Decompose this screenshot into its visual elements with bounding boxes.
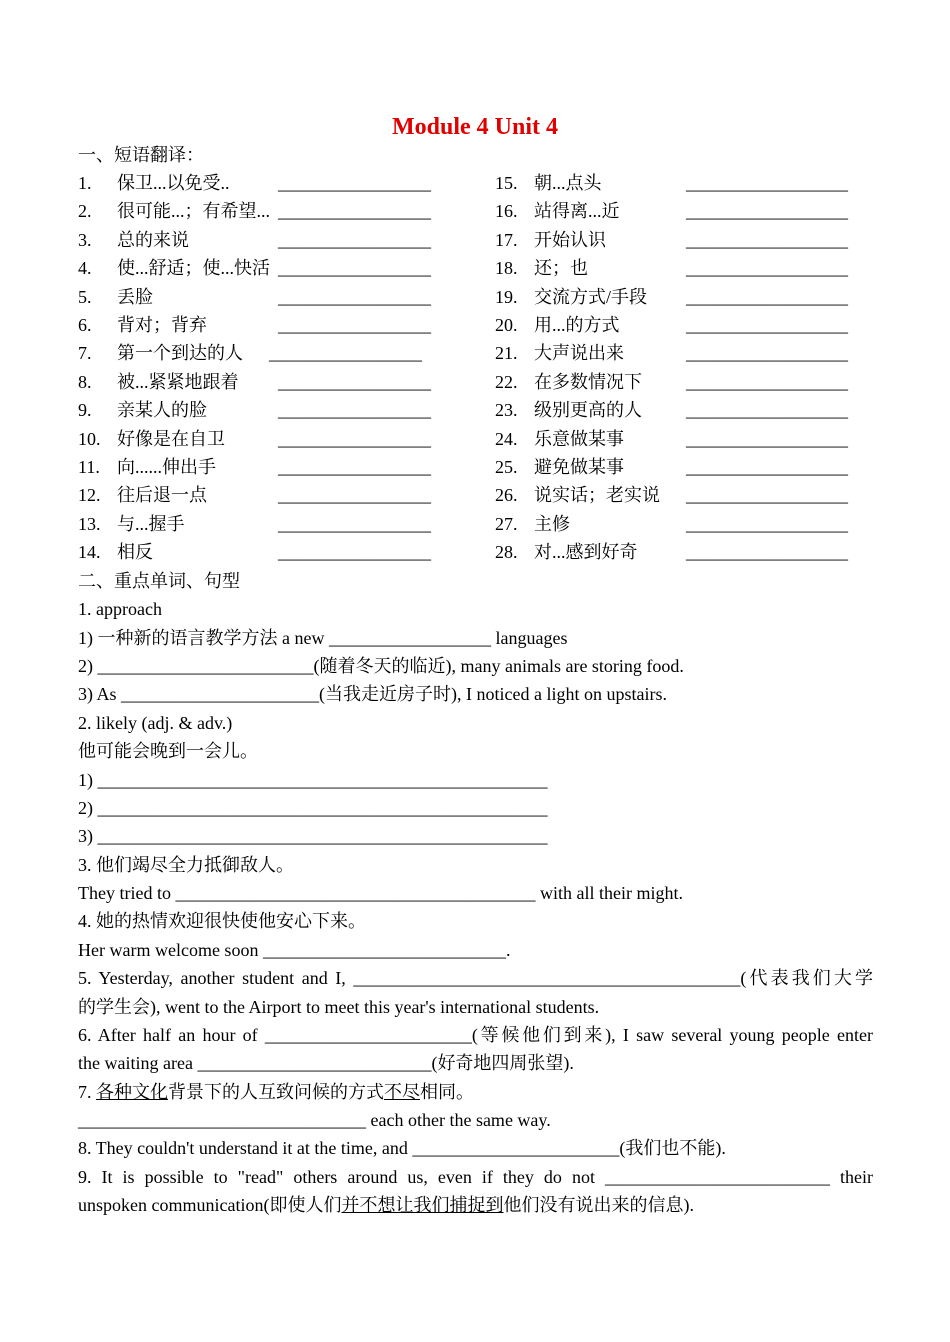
vocab-term: 还；也 (534, 258, 588, 279)
vocab-answer-blank[interactable]: _________________ (269, 343, 422, 364)
vocab-number: 3. (78, 229, 92, 250)
vocab-row (78, 425, 873, 453)
vocab-answer-blank[interactable]: _________________ (278, 428, 431, 449)
vocab-number: 15. (495, 173, 518, 193)
vocab-answer-blank[interactable]: _________________ (278, 173, 431, 193)
vocab-number: 8. (78, 371, 92, 392)
vocab-answer-blank[interactable]: _________________ (278, 314, 431, 335)
q4-head: 4. 她的热情欢迎很快使他安心下来。 (78, 911, 366, 931)
q1-item-3: 3) As ______________________(当我走近房子时), I noticed a light on upstairs. (78, 684, 667, 704)
section2-heading: 二、重点单词、句型 (78, 571, 240, 591)
q9-underline: 并不想让我们捕捉到 (341, 1195, 504, 1215)
vocab-term: 亲某人的脸 (117, 400, 207, 421)
vocab-number: 22. (495, 371, 518, 392)
vocab-answer-blank[interactable]: _________________ (278, 542, 431, 563)
vocab-answer-blank[interactable]: __________________ (686, 428, 848, 449)
vocab-number: 17. (495, 229, 518, 250)
vocab-number: 26. (495, 485, 518, 506)
vocab-term: 往后退一点 (117, 485, 207, 506)
q9-line-2 (78, 1191, 873, 1219)
q7-pre: 7. (78, 1082, 96, 1102)
vocab-row (78, 510, 873, 538)
q8: 8. They couldn't understand it at the time, and _______________________(我们也不能). (78, 1138, 726, 1158)
vocab-term: 被...紧紧地跟着 (117, 371, 239, 392)
vocab-answer-blank[interactable]: __________________ (686, 400, 848, 421)
vocab-term: 相反 (117, 542, 153, 563)
vocab-number: 23. (495, 400, 518, 421)
vocab-term: 对...感到好奇 (534, 542, 638, 563)
q6-line-2: the waiting area __________________________(好奇地四周张望). (78, 1053, 574, 1073)
vocab-number: 20. (495, 314, 518, 335)
q7-post: 相同。 (420, 1082, 474, 1102)
page-title: Module 4 Unit 4 (391, 114, 558, 140)
vocab-term: 用...的方式 (534, 314, 620, 335)
q7-english: ________________________________ each other the same way. (78, 1110, 551, 1130)
q1-item-1: 1) 一种新的语言教学方法 a new __________________ languages (78, 628, 568, 648)
vocab-row (78, 311, 873, 339)
vocab-number: 2. (78, 201, 92, 222)
vocab-number: 5. (78, 286, 92, 307)
q9-line2-post: 他们没有说出来的信息). (503, 1195, 694, 1215)
q7-mid: 背景下的人互致问候的方式 (168, 1082, 384, 1102)
vocab-number: 14. (78, 542, 101, 563)
q9-line-1: 9. It is possible to "read" others around us, even if they do not _________________________ their (78, 1167, 873, 1187)
vocab-term: 站得离...近 (534, 201, 620, 222)
vocab-answer-blank[interactable]: __________________ (686, 201, 848, 222)
vocab-term: 开始认识 (534, 229, 606, 250)
vocab-term: 级别更高的人 (534, 400, 642, 421)
vocab-number: 19. (495, 286, 518, 307)
vocab-answer-blank[interactable]: __________________ (686, 513, 848, 534)
vocab-row (78, 254, 873, 282)
q3-english: They tried to ________________________________________ with all their might. (78, 883, 683, 903)
vocab-answer-blank[interactable]: _________________ (278, 229, 431, 250)
vocab-table (78, 169, 873, 566)
vocab-row (78, 226, 873, 254)
vocab-answer-blank[interactable]: __________________ (686, 485, 848, 506)
q2-item-3: 3) __________________________________________________ (78, 826, 548, 846)
vocab-answer-blank[interactable]: __________________ (686, 542, 848, 563)
vocab-row (78, 169, 873, 197)
vocab-answer-blank[interactable]: __________________ (686, 258, 848, 279)
vocab-term: 总的来说 (117, 229, 189, 250)
vocab-number: 21. (495, 343, 518, 364)
vocab-number: 24. (495, 428, 518, 449)
vocab-term: 很可能...；有希望... (117, 201, 270, 222)
vocab-number: 18. (495, 258, 518, 279)
vocab-answer-blank[interactable]: _________________ (278, 286, 431, 307)
vocab-answer-blank[interactable]: _________________ (278, 513, 431, 534)
q3-head: 3. 他们竭尽全力抵御敌人。 (78, 855, 294, 875)
q2-item-2: 2) __________________________________________________ (78, 798, 548, 818)
q7-chinese (78, 1078, 873, 1106)
vocab-number: 1. (78, 173, 92, 193)
q5-line-2: 的学生会), went to the Airport to meet this year's international students. (78, 997, 600, 1017)
vocab-term: 第一个到达的人 (117, 343, 243, 364)
vocab-term: 主修 (534, 513, 570, 534)
vocab-number: 10. (78, 428, 101, 449)
vocab-answer-blank[interactable]: __________________ (686, 286, 848, 307)
vocab-row (78, 283, 873, 311)
vocab-answer-blank[interactable]: __________________ (686, 371, 848, 392)
vocab-number: 28. (495, 542, 518, 563)
vocab-term: 向......伸出手 (117, 456, 216, 477)
vocab-answer-blank[interactable]: _________________ (278, 258, 431, 279)
vocab-row (78, 453, 873, 481)
vocab-term: 大声说出来 (534, 343, 624, 364)
vocab-number: 16. (495, 201, 518, 222)
q1-item-2: 2) ________________________(随着冬天的临近), many animals are storing food. (78, 656, 684, 676)
vocab-answer-blank[interactable]: __________________ (686, 343, 848, 364)
vocab-number: 4. (78, 258, 92, 279)
vocab-row (78, 538, 873, 566)
vocab-row (78, 396, 873, 424)
vocab-term: 与...握手 (117, 513, 185, 534)
vocab-term: 交流方式/手段 (534, 286, 648, 307)
vocab-answer-blank[interactable]: __________________ (686, 456, 848, 477)
q7-underline-2: 不尽 (384, 1082, 420, 1102)
q2-item-1: 1) __________________________________________________ (78, 770, 548, 790)
vocab-term: 朝...点头 (534, 173, 602, 193)
vocab-number: 27. (495, 513, 518, 534)
vocab-term: 丢脸 (117, 286, 153, 307)
vocab-answer-blank[interactable]: _________________ (278, 371, 431, 392)
vocab-row (78, 339, 873, 367)
vocab-row (78, 481, 873, 509)
vocab-term: 好像是在自卫 (117, 428, 225, 449)
q7-underline-1: 各种文化 (96, 1082, 168, 1102)
q2-chinese: 他可能会晚到一会儿。 (78, 741, 258, 761)
vocab-answer-blank[interactable]: _________________ (278, 201, 431, 222)
vocab-term: 背对；背弃 (117, 314, 207, 335)
vocab-answer-blank[interactable]: _________________ (278, 400, 431, 421)
vocab-row (78, 368, 873, 396)
vocab-answer-blank[interactable]: __________________ (686, 173, 848, 193)
vocab-term: 在多数情况下 (534, 371, 642, 392)
vocab-number: 7. (78, 343, 92, 364)
vocab-number: 9. (78, 400, 92, 421)
vocab-number: 13. (78, 513, 101, 534)
vocab-number: 11. (78, 456, 100, 477)
q4-english: Her warm welcome soon ___________________________. (78, 940, 511, 960)
vocab-answer-blank[interactable]: __________________ (686, 229, 848, 250)
vocab-number: 25. (495, 456, 518, 477)
vocab-answer-blank[interactable]: __________________ (686, 314, 848, 335)
vocab-term: 保卫...以免受.. (117, 173, 230, 193)
q1-head: 1. approach (78, 599, 162, 619)
q2-head: 2. likely (adj. & adv.) (78, 713, 233, 733)
vocab-term: 使...舒适；使...快活 (117, 258, 270, 279)
section1-heading: 一、短语翻译： (78, 145, 204, 165)
vocab-row (78, 197, 873, 225)
vocab-term: 乐意做某事 (534, 428, 624, 449)
vocab-number: 6. (78, 314, 92, 335)
vocab-answer-blank[interactable]: _________________ (278, 485, 431, 506)
q5-line-1: 5. Yesterday, another student and I, ___________________________________________(代表我们大学 (78, 968, 873, 988)
vocab-term: 避免做某事 (534, 456, 624, 477)
vocab-number: 12. (78, 485, 101, 506)
vocab-answer-blank[interactable]: _________________ (278, 456, 431, 477)
q6-line-1: 6. After half an hour of _______________________(等候他们到来), I saw several young people enter (78, 1025, 873, 1045)
vocab-term: 说实话；老实说 (534, 485, 660, 506)
q9-line2-pre: unspoken communication(即使人们 (78, 1195, 342, 1215)
